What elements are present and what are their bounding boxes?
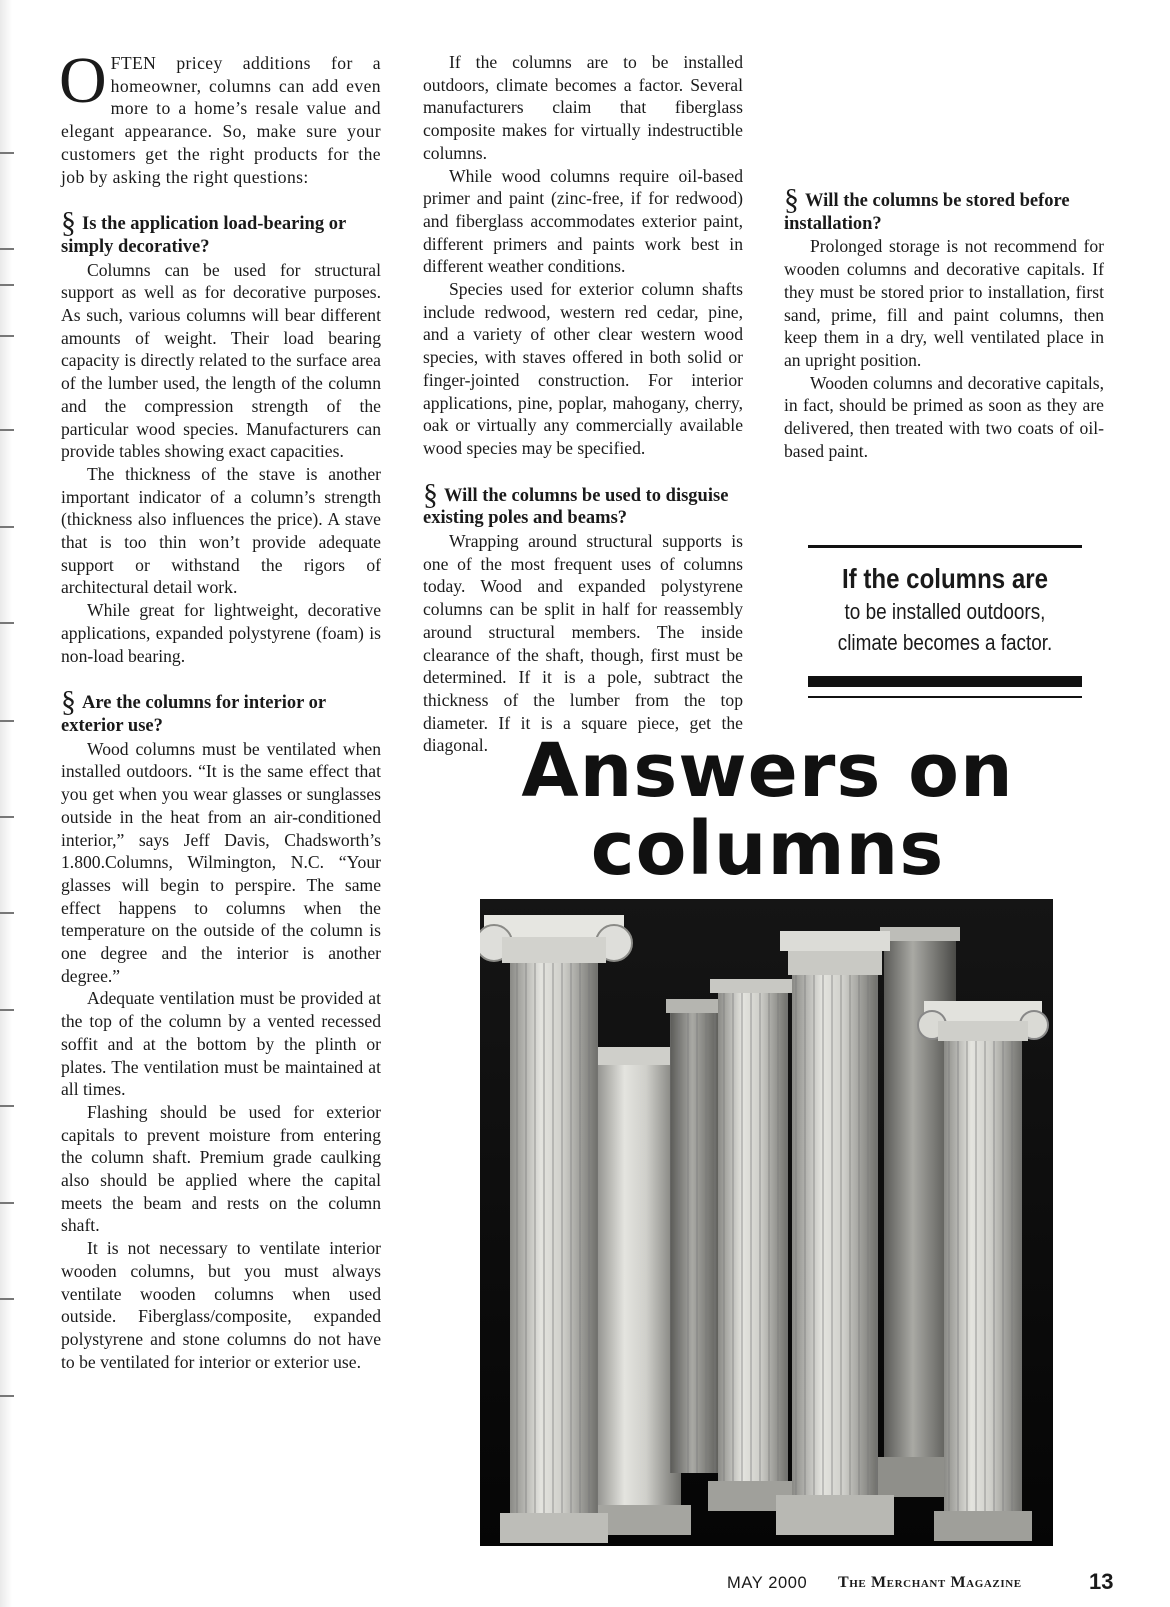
- edge-mark: [0, 1009, 14, 1011]
- section-mark: §: [61, 206, 76, 240]
- columns-photo: [480, 899, 1053, 1546]
- pull-quote-rule-bottom: [808, 676, 1082, 687]
- edge-mark: [0, 248, 14, 250]
- lead-text: FTEN pricey additions for a homeowner, columns can add even more to a home’s resale value and elegant appearance. So, make sure your customers get the right products for the job by asking the right questions:: [61, 53, 381, 187]
- magazine-name: The Merchant Magazine: [838, 1574, 1022, 1591]
- body-paragraph: Species used for exterior column shafts include redwood, western red cedar, pine, and a variety of other clear western wood species, with staves offered in both solid or finger-jointed construction. For interior applications, pine, poplar, mahogany, cherry, oak or virtually any commercially available wood species may be specified.: [423, 279, 743, 458]
- edge-mark: [0, 622, 14, 624]
- body-paragraph: If the columns are to be installed outdoors, climate becomes a factor. Several manufacturers claim that fiberglass composite makes for virtually indestructible columns.: [423, 52, 743, 163]
- body-paragraph: It is not necessary to ventilate interior wooden columns, but you must always ventilate wooden columns when used outside. Fiberglass/composite, expanded polystyrene and stone columns do not have to be ventilated for interior or exterior use.: [61, 1238, 381, 1372]
- body-paragraph: Prolonged storage is not recommend for wooden columns and decorative capitals. If they must be stored prior to installation, first sand, prime, fill and paint columns, then keep them in a dry, well ventilated place in an upright position.: [784, 236, 1104, 370]
- question-text: Will the columns be stored before installation?: [784, 191, 1070, 234]
- page-number: 13: [1089, 1569, 1114, 1594]
- body-paragraph: Wood columns must be ventilated when installed outdoors. “It is the same effect that you get when you wear glasses or sunglasses outside in the heat from an air-conditioned interior,” says Jeff Davis, Chadsworth’s 1.800.Columns, Wilmington, N.C. “Your glasses will begin to perspire. The same effect happens to columns when the temperature on the outside of the column is one degree and the interior is another degree.”: [61, 738, 381, 986]
- section-mark: §: [61, 685, 76, 719]
- body-paragraph: While great for lightweight, decorative applications, expanded polystyrene (foam) is non-load bearing.: [61, 600, 381, 666]
- text-column-2: [423, 52, 743, 757]
- pull-quote-line-1: If the columns are: [841, 563, 1049, 594]
- body-paragraph: While wood columns require oil-based primer and paint (zinc-free, if for redwood) and fiberglass accommodates exterior paint, different primers and paints work best in different weather conditions.: [423, 165, 743, 277]
- edge-mark: [0, 284, 14, 286]
- pull-quote-line-2: to be installed outdoors,: [844, 599, 1046, 624]
- edge-mark: [0, 429, 14, 431]
- edge-mark: [0, 335, 14, 337]
- body-paragraph: Adequate ventilation must be provided at the top of the column by a vented recessed soffit and at the bottom by the plinth or plates. The ventilation must be maintained at all times.: [61, 988, 381, 1100]
- question-text: Are the columns for interior or exterior use?: [61, 693, 326, 736]
- pull-quote-line-3: climate becomes a factor.: [837, 630, 1053, 655]
- question-heading-4: [784, 183, 1104, 235]
- page-binding-edge: [0, 0, 12, 1607]
- headline-line-1: Answers on: [521, 728, 1014, 814]
- section-mark: §: [784, 183, 799, 216]
- pull-quote-rule-top: [808, 545, 1082, 548]
- page-footer: [0, 1569, 1170, 1602]
- edge-mark: [0, 1202, 14, 1204]
- question-heading-2: [61, 685, 381, 737]
- body-paragraph: Columns can be used for structural support as well as for decorative purposes. As such, various columns will bear different amounts of weight. Their load bearing capacity is directly related to the surface area of the lumber used, the length of the column and the compression strength of the particular wood species. Manufacturers can provide tables showing exact capacities.: [61, 259, 381, 462]
- edge-mark: [0, 1105, 14, 1107]
- issue-date: MAY 2000: [727, 1574, 808, 1592]
- headline-line-2: columns: [590, 806, 945, 892]
- column-middle-right: [708, 979, 798, 1511]
- edge-mark: [0, 1298, 14, 1300]
- edge-mark: [0, 526, 14, 528]
- section-mark: §: [423, 477, 438, 511]
- body-paragraph: Wooden columns and decorative capitals, in fact, should be primed as soon as they are delivered, then treated with two coats of oil-based paint.: [784, 372, 1104, 461]
- body-paragraph: Wrapping around structural supports is one of the most frequent uses of columns today. Wood and expanded polystyrene columns can be split in half for reassembly around structural members. The inside clearance of the shaft, though, first must be determined. If it is a pole, subtract the thickness of the lumber from the top diameter. If it is a square piece, get the diagonal.: [423, 531, 743, 756]
- edge-mark: [0, 816, 14, 818]
- column-center-tall: [776, 931, 894, 1535]
- question-heading-3: [423, 477, 743, 530]
- article-headline: [470, 728, 1065, 892]
- body-paragraph: The thickness of the stave is another important indicator of a column’s strength (thickness also influences the price). A stave that is too thin won’t provide adequate support or withstand the rigors of architectural detail work.: [61, 463, 381, 598]
- body-paragraph: Flashing should be used for exterior capitals to prevent moisture from entering the column shaft. Premium grade caulking also should be applied where the capital meets the beam and rests on the column shaft.: [61, 1101, 381, 1236]
- question-text: Is the application load-bearing or simply decorative?: [61, 214, 346, 257]
- columns-illustration: [480, 899, 1053, 1546]
- text-column-1: [59, 44, 381, 1373]
- text-column-3: [784, 52, 1104, 462]
- lead-paragraph: [59, 44, 381, 188]
- question-heading-1: [61, 206, 381, 258]
- pull-quote: [808, 545, 1082, 698]
- edge-mark: [0, 1395, 14, 1397]
- edge-mark: [0, 720, 14, 722]
- edge-mark: [0, 912, 14, 914]
- drop-cap: O: [59, 44, 107, 117]
- question-text: Will the columns be used to disguise existing poles and beams?: [423, 485, 729, 529]
- edge-mark: [0, 152, 14, 154]
- pull-quote-rule-thin: [808, 696, 1082, 698]
